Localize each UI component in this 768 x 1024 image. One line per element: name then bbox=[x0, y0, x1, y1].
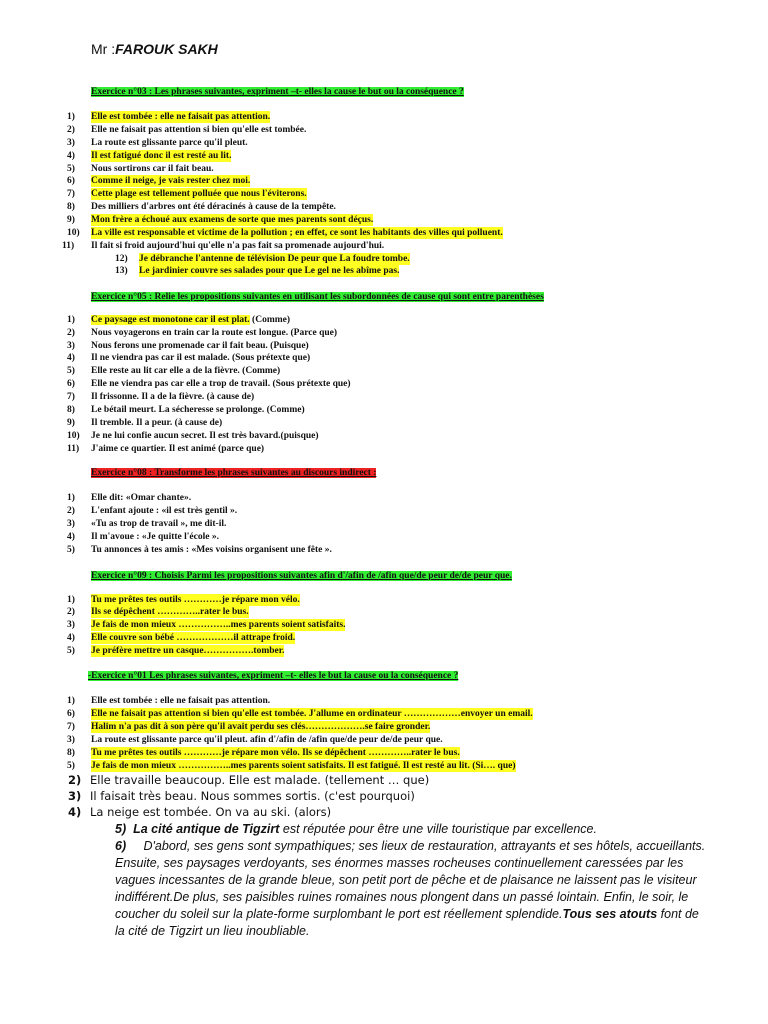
exercise-09-heading: Exercice n°09 : Choisis Parmi les propositions suivantes afin d'/afin de /afin que/de peur de/de peur que. bbox=[91, 571, 512, 581]
paragraph-6: 6) D'abord, ses gens sont sympathiques; ses lieux de restauration, attrayants et ses hôtels, accueillants. Ensuite, ses paysages verdoyants, ses énormes masses rocheuses continuellement caressées par les vagues incessantes de la grande bleue, son petit port de pêche et de plaisance ne laissent pas le visiteur indifférent.De plus, ses paisibles ruines romaines nous plongent dans un passé lointain. Enfin, le soir, le coucher du soleil sur la plate-forme surplombant le port est réellement splendide.Tous ses atouts font de la cité de Tigzirt un lieu inoubliable. bbox=[115, 839, 706, 938]
author-name: FAROUK SAKH bbox=[115, 41, 218, 57]
author-prefix: Mr : bbox=[91, 41, 116, 57]
exercise-05-heading: Exercice n°05 : Relie les propositions suivantes en utilisant les subordonnées de cause qui sont entre parenthèses bbox=[91, 292, 544, 302]
author-line bbox=[91, 41, 218, 57]
exercise-01-heading: -Exercice n°01 Les phrases suivantes, expriment –t- elles le but la cause ou la conséquence ? bbox=[88, 671, 459, 681]
exercise-03-heading: Exercice n°03 : Les phrases suivantes, expriment –t- elles la cause le but ou la conséquence ? bbox=[91, 87, 464, 97]
paragraph-5: 5) La cité antique de Tigzirt est réputée pour être une ville touristique par excellence. bbox=[115, 822, 597, 836]
exercise-08-heading: Exercice n°08 : Transforme les phrases suivantes au discours indirect : bbox=[91, 468, 377, 478]
